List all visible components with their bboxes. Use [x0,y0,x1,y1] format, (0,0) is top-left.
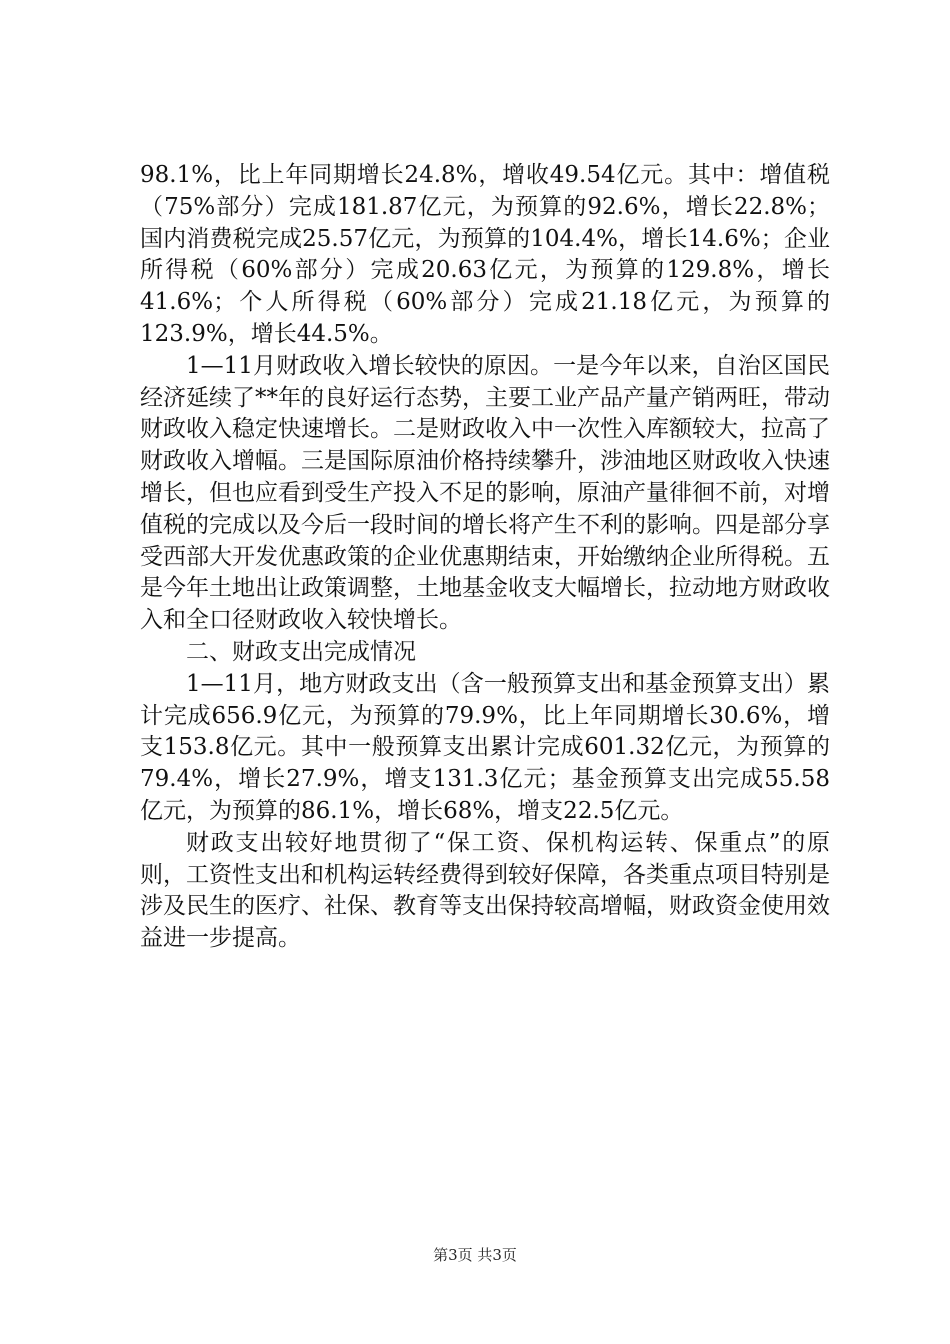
page-footer [0,1245,950,1265]
body-text [140,160,830,955]
section-heading-expenditure: 二、财政支出完成情况 [186,638,416,665]
page-number: 第3页 [433,1246,473,1264]
paragraph-revenue-reasons: 1—11月财政收入增长较快的原因。一是今年以来，自治区国民经济延续了**年的良好运行态势，主要工业产品产量产销两旺，带动财政收入稳定快速增长。二是财政收入中一次性入库额较大，拉高了财政收入增幅。三是国际原油价格持续攀升，涉油地区财政收入快速增长，但也应看到受生产投入不足的影响，原油产量徘徊不前，对增值税的完成以及今后一段时间的增长将产生不利的影响。四是部分享受西部大开发优惠政策的企业优惠期结束，开始缴纳企业所得税。五是今年土地出让政策调整，土地基金收支大幅增长，拉动地方财政收入和全口径财政收入较快增长。 [140,352,830,634]
paragraph-expenditure-detail: 1—11月，地方财政支出（含一般预算支出和基金预算支出）累计完成656.9亿元，为预算的79.9%，比上年同期增长30.6%，增支153.8亿元。其中一般预算支出累计完成601.32亿元，为预算的79.4%，增长27.9%，增支131.3亿元；基金预算支出完成55.58亿元，为预算的86.1%，增长68%，增支22.5亿元。 [140,670,830,824]
paragraph-expenditure-summary: 财政支出较好地贯彻了“保工资、保机构运转、保重点”的原则，工资性支出和机构运转经费得到较好保障，各类重点项目特别是涉及民生的医疗、社保、教育等支出保持较高增幅，财政资金使用效益进一步提高。 [140,829,830,952]
page-total: 共3页 [477,1246,517,1264]
paragraph-revenue-detail: 98.1%，比上年同期增长24.8%，增收49.54亿元。其中：增值税（75%部分）完成181.87亿元，为预算的92.6%，增长22.8%；国内消费税完成25.57亿元，为预算的104.4%，增长14.6%；企业所得税（60%部分）完成20.63亿元，为预算的129.8%，增长41.6%；个人所得税（60%部分）完成21.18亿元，为预算的123.9%，增长44.5%。 [140,162,830,347]
